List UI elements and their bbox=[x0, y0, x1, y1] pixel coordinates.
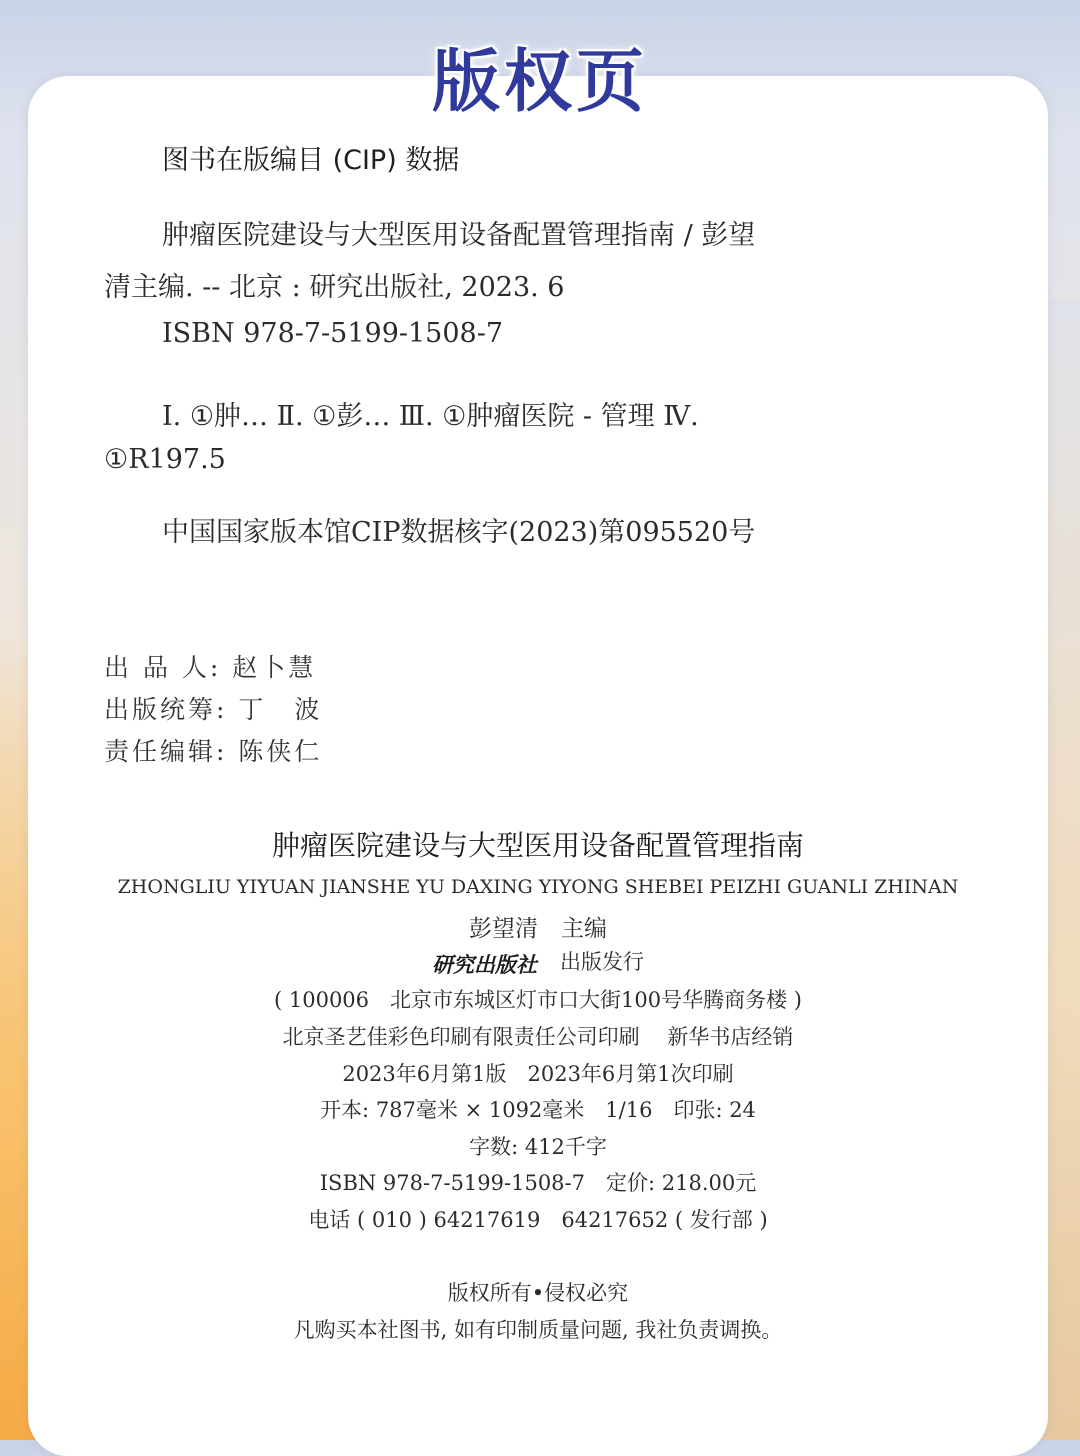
colophon-notice: 凡购买本社图书, 如有印制质量问题, 我社负责调换。 bbox=[293, 1318, 783, 1342]
cip-classification-line1: Ⅰ. ①肿… Ⅱ. ①彭… Ⅲ. ①肿瘤医院 - 管理 Ⅳ. bbox=[162, 401, 699, 432]
cip-isbn: ISBN 978-7-5199-1508-7 bbox=[162, 318, 504, 349]
staff-editor: 责任编辑: 陈侠仁 bbox=[104, 737, 323, 766]
staff-coordinator: 出版统筹: 丁 波 bbox=[104, 695, 323, 724]
cip-entry-line1: 肿瘤医院建设与大型医用设备配置管理指南 / 彭望 bbox=[162, 220, 756, 251]
cip-verification-number: 中国国家版本馆CIP数据核字(2023)第095520号 bbox=[162, 517, 756, 548]
colophon-isbn-price: ISBN 978-7-5199-1508-7 定价: 218.00元 bbox=[319, 1171, 757, 1195]
cip-classification-line2: ①R197.5 bbox=[104, 444, 226, 475]
colophon-address: ( 100006 北京市东城区灯市口大街100号华腾商务楼 ) bbox=[274, 988, 802, 1012]
colophon-publisher bbox=[28, 946, 1048, 978]
colophon-editor: 彭望清 主编 bbox=[469, 916, 607, 942]
cip-heading: 图书在版编目 (CIP) 数据 bbox=[162, 145, 460, 176]
colophon-format: 开本: 787毫米 × 1092毫米 1/16 印张: 24 bbox=[320, 1098, 756, 1122]
publisher-logo-icon bbox=[432, 950, 550, 978]
colophon-copyright: 版权所有•侵权必究 bbox=[447, 1281, 629, 1305]
banner-title: 版权页 bbox=[431, 43, 648, 122]
staff-producer: 出 品 人: 赵卜慧 bbox=[104, 653, 317, 682]
publisher-suffix: 出版发行 bbox=[560, 950, 644, 974]
colophon-word-count: 字数: 412千字 bbox=[469, 1135, 607, 1159]
colophon-edition: 2023年6月第1版 2023年6月第1次印刷 bbox=[342, 1062, 734, 1086]
colophon-book-title: 肿瘤医院建设与大型医用设备配置管理指南 bbox=[271, 829, 804, 862]
publisher-logo-text: 研究出版社 bbox=[432, 951, 537, 977]
colophon-phone: 电话 ( 010 ) 64217619 64217652 ( 发行部 ) bbox=[308, 1208, 768, 1232]
colophon-printer: 北京圣艺佳彩色印刷有限责任公司印刷 新华书店经销 bbox=[282, 1025, 794, 1049]
colophon-pinyin-title: ZHONGLIU YIYUAN JIANSHE YU DAXING YIYONG SHEBEI PEIZHI GUANLI ZHINAN bbox=[117, 876, 959, 898]
cip-entry-line2: 清主编. -- 北京 : 研究出版社, 2023. 6 bbox=[104, 272, 565, 303]
